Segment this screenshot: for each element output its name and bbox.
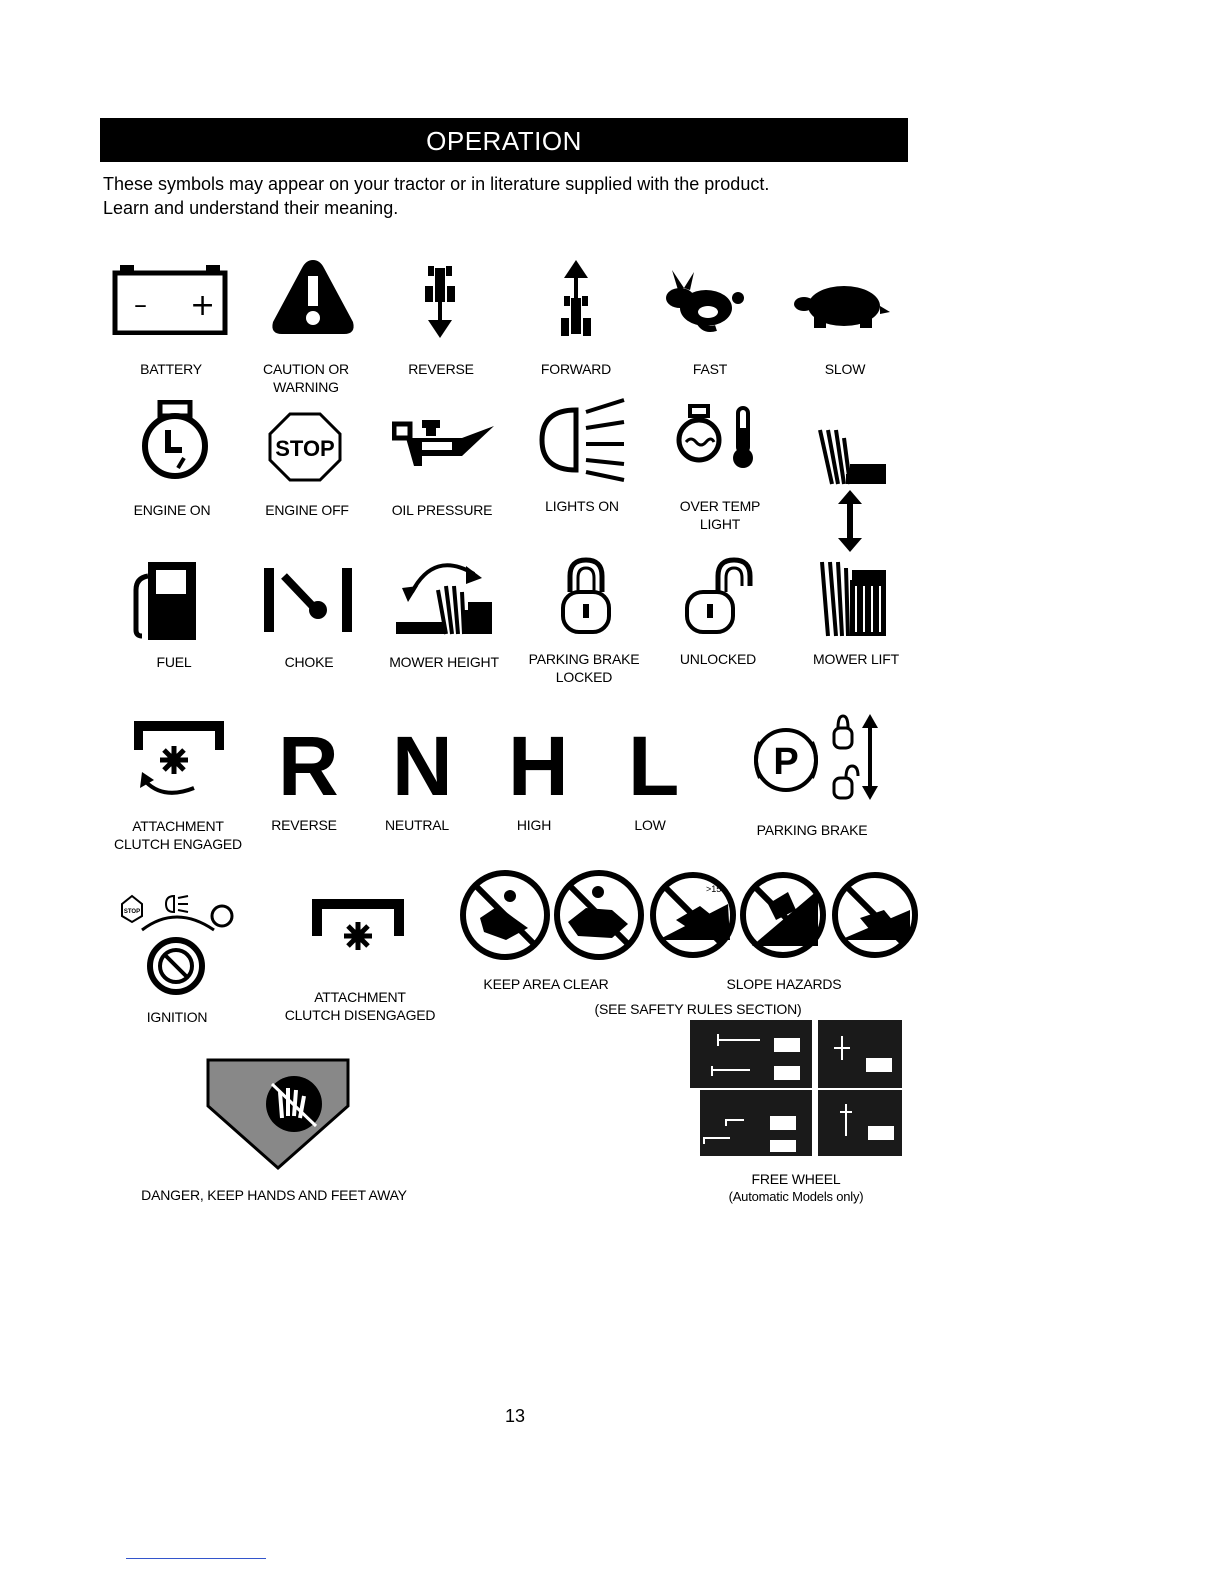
label-keep-area-clear: KEEP AREA CLEAR (483, 976, 609, 992)
intro-text (103, 172, 903, 220)
mower-lowered-icon (818, 560, 888, 640)
intro-line-2: Learn and understand their meaning. (103, 198, 399, 218)
keep-area-clear-icon-2 (552, 868, 646, 962)
attachment-disengaged-icon (312, 896, 404, 960)
choke-icon (260, 566, 356, 634)
label-oil-pressure: OIL PRESSURE (391, 502, 493, 518)
over-temp-icon (676, 404, 756, 470)
label-danger-hands-feet: DANGER, KEEP HANDS AND FEET AWAY (141, 1187, 407, 1203)
label-parking-brake: PARKING BRAKE (756, 822, 868, 838)
label-fast: FAST (692, 361, 728, 377)
label-parking-brake-locked: PARKING BRAKE LOCKED (528, 651, 640, 685)
mower-height-icon (394, 556, 494, 638)
label-over-temp: OVER TEMP LIGHT (679, 498, 761, 532)
attachment-engaged-icon (134, 720, 224, 800)
label-mower-lift: MOWER LIFT (813, 651, 899, 667)
keep-area-clear-icon-1 (458, 868, 552, 962)
label-free-wheel: FREE WHEEL (Automatic Models only) (728, 1171, 864, 1204)
gear-low-letter: L (628, 719, 680, 813)
label-engine-off: ENGINE OFF (265, 502, 349, 518)
headlight-icon (536, 398, 628, 482)
svg-text:–: – (134, 290, 147, 320)
label-attachment-disengaged: ATTACHMENT CLUTCH DISENGAGED (284, 989, 436, 1023)
up-down-arrow-icon (838, 490, 862, 552)
slope-hazard-icon-1 (648, 870, 738, 960)
battery-icon (112, 265, 228, 335)
label-gear-neutral: NEUTRAL (385, 817, 449, 833)
gear-high-letter: H (508, 719, 569, 813)
danger-hand-warning-icon (206, 1058, 350, 1170)
turtle-slow-icon (794, 284, 892, 332)
oil-can-icon (392, 416, 496, 470)
label-unlocked: UNLOCKED (679, 651, 757, 667)
rabbit-fast-icon (664, 268, 748, 334)
mower-raised-icon (816, 428, 888, 486)
svg-text:+: + (190, 288, 216, 323)
label-engine-on: ENGINE ON (133, 502, 211, 518)
label-slope-hazards: SLOPE HAZARDS (726, 976, 842, 992)
slope-hazard-icon-3 (830, 870, 920, 960)
svg-text:STOP: STOP (275, 436, 335, 461)
page-number: 13 (505, 1406, 526, 1426)
label-reverse-direction: REVERSE (408, 361, 474, 377)
ignition-switch-icon (114, 894, 244, 998)
fuel-pump-icon (132, 560, 200, 642)
label-ignition: IGNITION (146, 1009, 208, 1025)
gear-neutral-letter: N (392, 719, 453, 813)
engine-off-stop-icon (268, 412, 342, 482)
svg-text:P: P (773, 741, 799, 783)
label-mower-height: MOWER HEIGHT (389, 654, 499, 670)
svg-text:>15°: >15° (706, 884, 725, 894)
label-battery: BATTERY (140, 361, 202, 377)
parking-brake-icon (746, 712, 886, 802)
engine-on-icon (140, 400, 210, 482)
footer-divider (126, 1558, 266, 1559)
slope-hazard-icon-2 (738, 870, 828, 960)
label-gear-low: LOW (634, 817, 666, 833)
label-caution: CAUTION OR WARNING (263, 361, 349, 395)
label-gear-high: HIGH (516, 817, 552, 833)
reverse-direction-icon (420, 262, 460, 340)
label-see-safety-rules: (SEE SAFETY RULES SECTION) (594, 1001, 802, 1017)
label-fuel: FUEL (156, 654, 192, 670)
label-forward: FORWARD (540, 361, 612, 377)
intro-line-1: These symbols may appear on your tractor or in literature supplied with the product. (103, 174, 770, 194)
svg-text:STOP: STOP (123, 909, 141, 915)
forward-direction-icon (556, 258, 596, 338)
section-title-banner: OPERATION (100, 118, 908, 162)
padlock-locked-icon (560, 556, 612, 636)
gear-reverse-letter: R (278, 719, 339, 813)
caution-warning-icon (270, 258, 356, 336)
label-slow: SLOW (824, 361, 866, 377)
padlock-unlocked-icon (684, 556, 758, 636)
label-gear-reverse: REVERSE (271, 817, 337, 833)
label-attachment-engaged: ATTACHMENT CLUTCH ENGAGED (114, 818, 242, 852)
free-wheel-decal-icon (690, 1020, 902, 1158)
label-choke: CHOKE (284, 654, 334, 670)
label-lights-on: LIGHTS ON (545, 498, 619, 514)
